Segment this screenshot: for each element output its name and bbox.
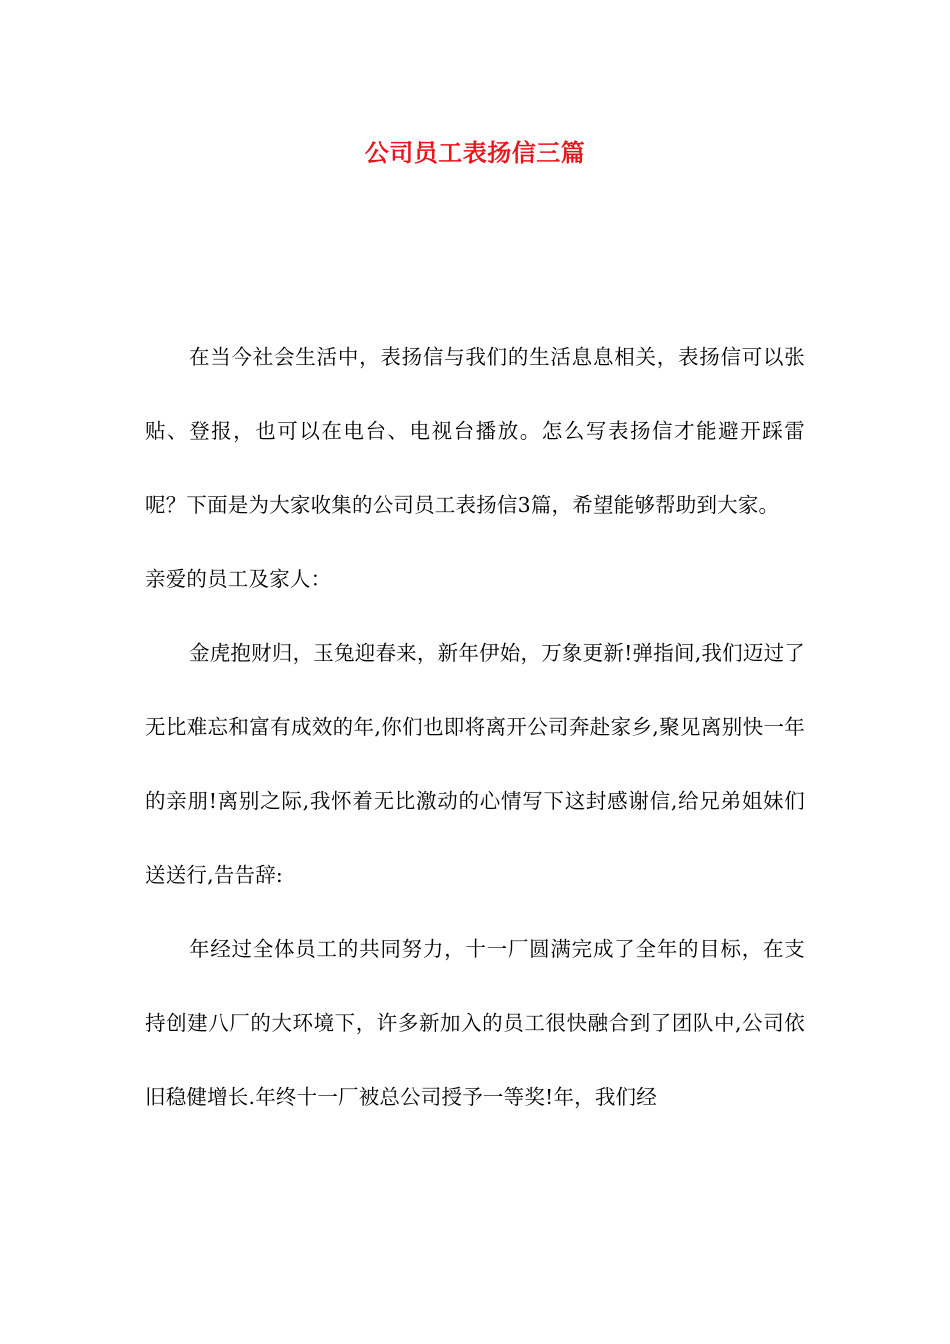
paragraph-greeting: 金虎抱财归，玉兔迎春来，新年伊始，万象更新!弹指间,我们迈过了无比难忘和富有成效的年,你们也即将离开公司奔赴家乡,聚见离别快一年的亲朋!离别之际,我怀着无比激动的心情写下这封感谢信,给兄弟姐妹们送送行,告告辞: [145, 641, 805, 887]
paragraph-achievements: 年经过全体员工的共同努力，十一厂圆满完成了全年的目标，在支持创建八厂的大环境下，许多新加入的员工很快融合到了团队中,公司依旧稳健增长.年终十一厂被总公司授予一等奖!年，我们经 [145, 937, 805, 1109]
document-body [145, 320, 805, 1134]
document-title: 公司员工表扬信三篇 [364, 139, 586, 167]
paragraph-salutation: 亲爱的员工及家人： [145, 567, 332, 591]
paragraph-intro: 在当今社会生活中，表扬信与我们的生活息息相关，表扬信可以张贴、登报，也可以在电台、电视台播放。怎么写表扬信才能避开踩雷呢？下面是为大家收集的公司员工表扬信3篇，希望能够帮助到大家。 [145, 345, 805, 517]
